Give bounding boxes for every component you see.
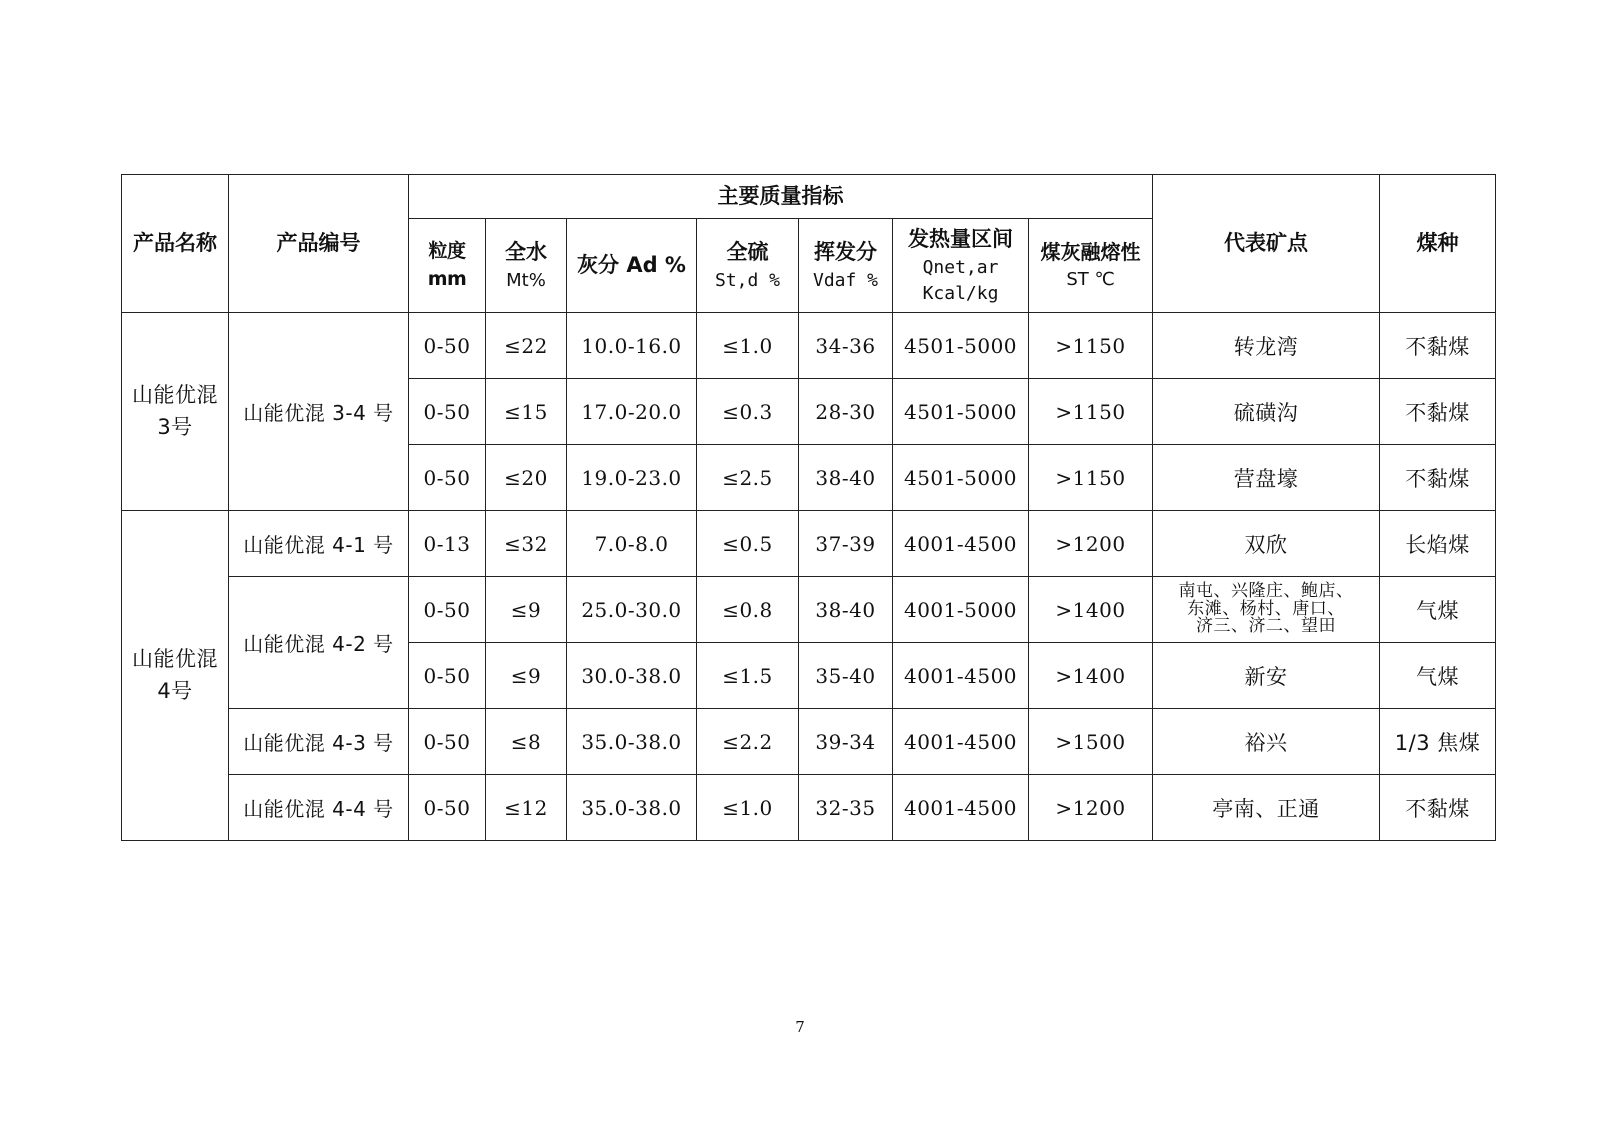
cell-ash-fusion: >1400: [1029, 643, 1153, 709]
cell-volatile: 32-35: [799, 775, 893, 841]
header-calorific-line: 发热量区间: [908, 227, 1013, 252]
product-name-cell: [122, 511, 229, 841]
header-moisture-unit: Mt%: [506, 269, 546, 291]
cell-coal-type: 气煤: [1380, 577, 1496, 643]
cell-ash: 35.0-38.0: [567, 775, 697, 841]
cell-mine: 双欣: [1153, 511, 1380, 577]
cell-sulfur: ≤0.3: [697, 379, 799, 445]
cell-calorific: 4001-5000: [893, 577, 1029, 643]
cell-volatile: 28-30: [799, 379, 893, 445]
header-calorific: [893, 219, 1029, 313]
header-moisture-line: 全水: [505, 240, 547, 265]
cell-calorific: 4001-4500: [893, 511, 1029, 577]
cell-sulfur: ≤1.5: [697, 643, 799, 709]
cell-ash: 25.0-30.0: [567, 577, 697, 643]
header-sulfur-line: 全硫: [726, 240, 769, 265]
cell-ash-fusion: >1200: [1029, 511, 1153, 577]
cell-calorific: 4501-5000: [893, 379, 1029, 445]
product-code-cell: 山能优混 4-4 号: [229, 775, 409, 841]
product-name-line: 山能优混: [132, 647, 218, 671]
product-name-cell: [122, 313, 229, 511]
header-volatile-unit: Vdaf %: [812, 269, 879, 291]
cell-coal-type: 不黏煤: [1380, 379, 1496, 445]
cell-granularity: 0-50: [409, 313, 486, 379]
mine-line: 济三、济二、望田: [1196, 616, 1337, 637]
header-sulfur-unit: St,d %: [714, 269, 781, 291]
cell-ash: 19.0-23.0: [567, 445, 697, 511]
cell-mine: 硫磺沟: [1153, 379, 1380, 445]
product-name-line: 3号: [157, 414, 193, 439]
cell-granularity: 0-50: [409, 379, 486, 445]
cell-mine: [1153, 577, 1380, 643]
cell-coal-type: 不黏煤: [1380, 313, 1496, 379]
cell-ash: 35.0-38.0: [567, 709, 697, 775]
cell-sulfur: ≤0.5: [697, 511, 799, 577]
table-row: [122, 577, 1496, 643]
header-sulfur: [697, 219, 799, 313]
header-ash-fusion-line: 煤灰融熔性: [1040, 239, 1141, 264]
cell-volatile: 35-40: [799, 643, 893, 709]
cell-moisture: ≤32: [486, 511, 567, 577]
cell-mine: 亭南、正通: [1153, 775, 1380, 841]
header-granularity: 粒度 mm: [409, 219, 486, 313]
cell-ash-fusion: >1400: [1029, 577, 1153, 643]
header-ash: 灰分 Ad %: [567, 219, 697, 313]
table-row: [122, 511, 1496, 577]
cell-calorific: 4501-5000: [893, 313, 1029, 379]
cell-coal-type: 不黏煤: [1380, 775, 1496, 841]
cell-coal-type: 气煤: [1380, 643, 1496, 709]
product-code-cell: 山能优混 4-3 号: [229, 709, 409, 775]
header-ash-fusion-unit: ST ℃: [1066, 268, 1115, 290]
cell-sulfur: ≤0.8: [697, 577, 799, 643]
cell-ash-fusion: >1200: [1029, 775, 1153, 841]
cell-mine: 转龙湾: [1153, 313, 1380, 379]
cell-moisture: ≤22: [486, 313, 567, 379]
product-code-cell: 山能优混 3-4 号: [229, 313, 409, 511]
cell-sulfur: ≤2.5: [697, 445, 799, 511]
header-calorific-symbol: Qnet,ar: [922, 256, 999, 278]
cell-moisture: ≤15: [486, 379, 567, 445]
cell-calorific: 4001-4500: [893, 643, 1029, 709]
cell-granularity: 0-13: [409, 511, 486, 577]
cell-ash: 30.0-38.0: [567, 643, 697, 709]
cell-granularity: 0-50: [409, 709, 486, 775]
cell-ash-fusion: >1500: [1029, 709, 1153, 775]
header-row-1: [122, 175, 1496, 219]
cell-ash: 7.0-8.0: [567, 511, 697, 577]
cell-moisture: ≤9: [486, 643, 567, 709]
coal-quality-table: [121, 174, 1496, 841]
header-product-code: 产品编号: [229, 175, 409, 313]
mine-line: 东滩、杨村、唐口、: [1187, 598, 1345, 619]
cell-granularity: 0-50: [409, 445, 486, 511]
cell-ash-fusion: >1150: [1029, 313, 1153, 379]
cell-sulfur: ≤1.0: [697, 313, 799, 379]
product-code-cell: 山能优混 4-1 号: [229, 511, 409, 577]
product-code-cell: 山能优混 4-2 号: [229, 577, 409, 709]
cell-moisture: ≤9: [486, 577, 567, 643]
cell-volatile: 37-39: [799, 511, 893, 577]
header-coal-type: 煤种: [1380, 175, 1496, 313]
cell-volatile: 38-40: [799, 445, 893, 511]
cell-coal-type: 不黏煤: [1380, 445, 1496, 511]
cell-calorific: 4501-5000: [893, 445, 1029, 511]
cell-ash-fusion: >1150: [1029, 379, 1153, 445]
cell-moisture: ≤12: [486, 775, 567, 841]
cell-ash: 17.0-20.0: [567, 379, 697, 445]
cell-granularity: 0-50: [409, 775, 486, 841]
cell-mine: 裕兴: [1153, 709, 1380, 775]
cell-moisture: ≤20: [486, 445, 567, 511]
header-calorific-unit: Kcal/kg: [922, 282, 999, 304]
cell-granularity: 0-50: [409, 577, 486, 643]
cell-moisture: ≤8: [486, 709, 567, 775]
cell-sulfur: ≤2.2: [697, 709, 799, 775]
cell-sulfur: ≤1.0: [697, 775, 799, 841]
header-product-name: 产品名称: [122, 175, 229, 313]
header-volatile: [799, 219, 893, 313]
header-mine: 代表矿点: [1153, 175, 1380, 313]
cell-mine: 新安: [1153, 643, 1380, 709]
cell-ash: 10.0-16.0: [567, 313, 697, 379]
header-quality-group: 主要质量指标: [409, 175, 1153, 219]
cell-ash-fusion: >1150: [1029, 445, 1153, 511]
cell-mine: 营盘壕: [1153, 445, 1380, 511]
cell-coal-type: 1/3 焦煤: [1380, 709, 1496, 775]
cell-granularity: 0-50: [409, 643, 486, 709]
header-ash-fusion: [1029, 219, 1153, 313]
mine-line: 南屯、兴隆庄、鲍店、: [1178, 580, 1354, 601]
cell-volatile: 39-34: [799, 709, 893, 775]
table-row: [122, 709, 1496, 775]
cell-calorific: 4001-4500: [893, 775, 1029, 841]
page-number: 7: [795, 1018, 805, 1036]
table-row: [122, 775, 1496, 841]
cell-volatile: 34-36: [799, 313, 893, 379]
cell-volatile: 38-40: [799, 577, 893, 643]
product-name-line: 山能优混: [132, 383, 218, 407]
product-name-line: 4号: [157, 678, 193, 703]
cell-coal-type: 长焰煤: [1380, 511, 1496, 577]
header-moisture: [486, 219, 567, 313]
cell-calorific: 4001-4500: [893, 709, 1029, 775]
header-volatile-line: 挥发分: [814, 240, 877, 265]
table-row: [122, 313, 1496, 379]
